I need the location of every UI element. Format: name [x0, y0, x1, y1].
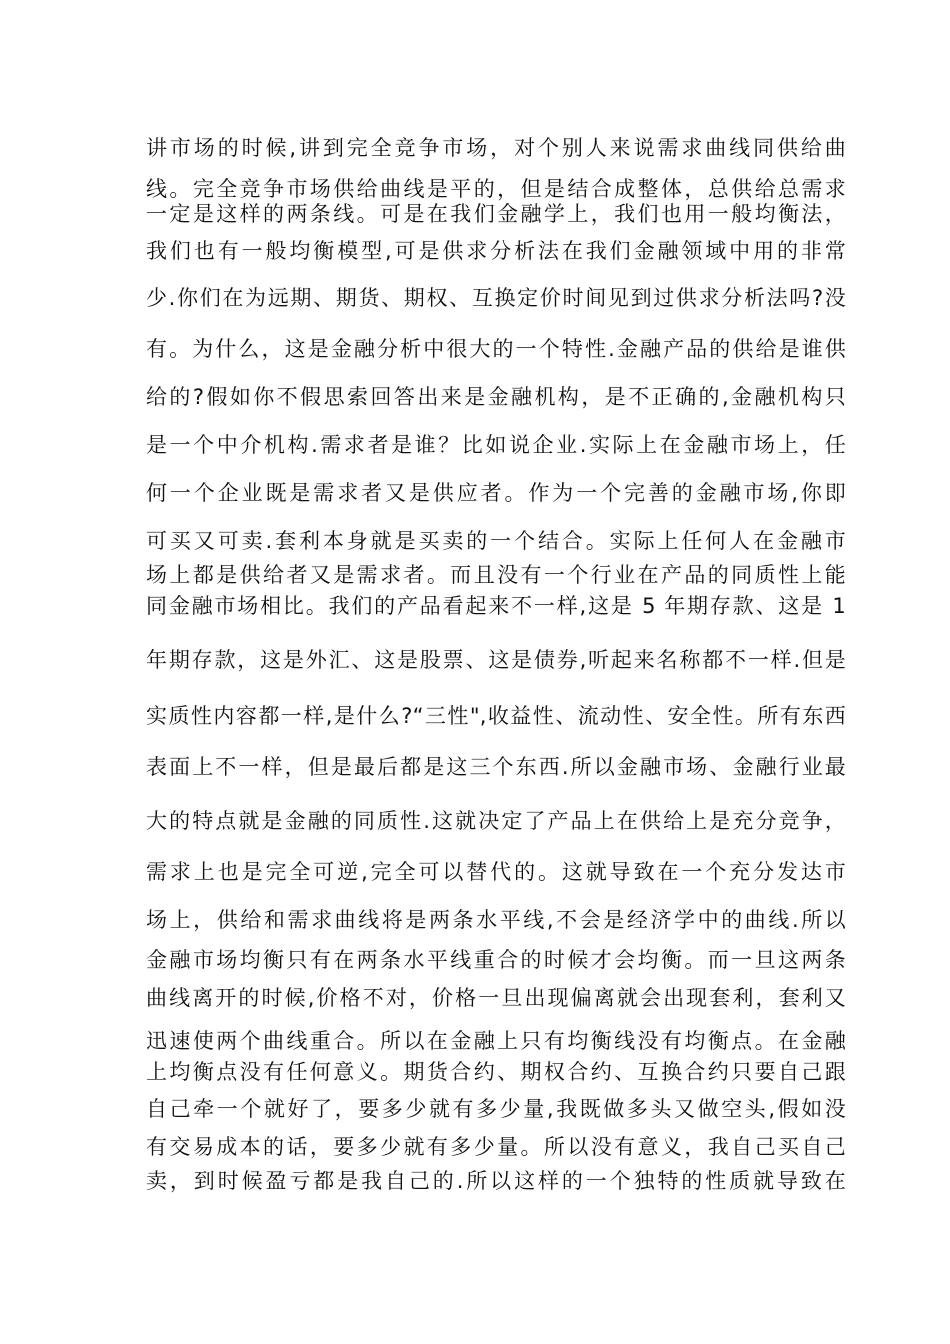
text-line: 讲市场的时候,讲到完全竞争市场，对个别人来说需求曲线同供给曲	[146, 136, 846, 160]
text-line: 表面上不一样，但是最后都是这三个东西.所以金融市场、金融行业最	[146, 755, 846, 779]
text-line: 金融市场均衡只有在两条水平线重合的时候才会均衡。而一旦这两条	[146, 948, 846, 972]
text-line: 给的?假如你不假思索回答出来是金融机构，是不正确的,金融机构只	[146, 385, 846, 409]
text-line: 一定是这样的两条线。可是在我们金融学上，我们也用一般均衡法，	[146, 202, 846, 226]
text-line: 大的特点就是金融的同质性.这就决定了产品上在供给上是充分竞争，	[146, 809, 846, 833]
text-line: 线。完全竞争市场供给曲线是平的，但是结合成整体，总供给总需求	[146, 177, 846, 201]
text-line: 何一个企业既是需求者又是供应者。作为一个完善的金融市场,你即	[146, 481, 846, 505]
text-line: 上均衡点没有任何意义。期货合约、期权合约、互换合约只要自己跟	[146, 1060, 846, 1084]
text-line: 年期存款，这是外汇、这是股票、这是债券,听起来名称都不一样.但是	[146, 648, 846, 672]
text-line: 需求上也是完全可逆,完全可以替代的。这就导致在一个充分发达市	[146, 860, 846, 884]
text-line: 曲线离开的时候,价格不对，价格一旦出现偏离就会出现套利，套利又	[146, 986, 846, 1010]
text-line: 有。为什么，这是金融分析中很大的一个特性.金融产品的供给是谁供	[146, 337, 846, 361]
text-line: 实质性内容都一样,是什么?“三性",收益性、流动性、安全性。所有东西	[146, 704, 846, 728]
text-line: 场上，供给和需求曲线将是两条水平线,不会是经济学中的曲线.所以	[146, 908, 846, 932]
text-line: 迅速使两个曲线重合。所以在金融上只有均衡线没有均衡点。在金融	[146, 1029, 846, 1053]
text-line: 是一个中介机构.需求者是谁？比如说企业.实际上在金融市场上，任	[146, 433, 846, 457]
text-line: 场上都是供给者又是需求者。而且没有一个行业在产品的同质性上能	[146, 563, 846, 587]
text-line: 卖，到时候盈亏都是我自己的.所以这样的一个独特的性质就导致在	[146, 1169, 846, 1193]
text-line: 少.你们在为远期、期货、期权、互换定价时间见到过供求分析法吗?没	[146, 286, 846, 310]
text-line: 自己牵一个就好了，要多少就有多少量,我既做多头又做空头,假如没	[146, 1097, 846, 1121]
text-line: 我们也有一般均衡模型,可是供求分析法在我们金融领域中用的非常	[146, 239, 846, 263]
text-line: 有交易成本的话，要多少就有多少量。所以没有意义，我自己买自己	[146, 1135, 846, 1159]
text-line: 可买又可卖.套利本身就是买卖的一个结合。实际上任何人在金融市	[146, 529, 846, 553]
text-line: 同金融市场相比。我们的产品看起来不一样,这是 5 年期存款、这是 1	[146, 594, 846, 618]
